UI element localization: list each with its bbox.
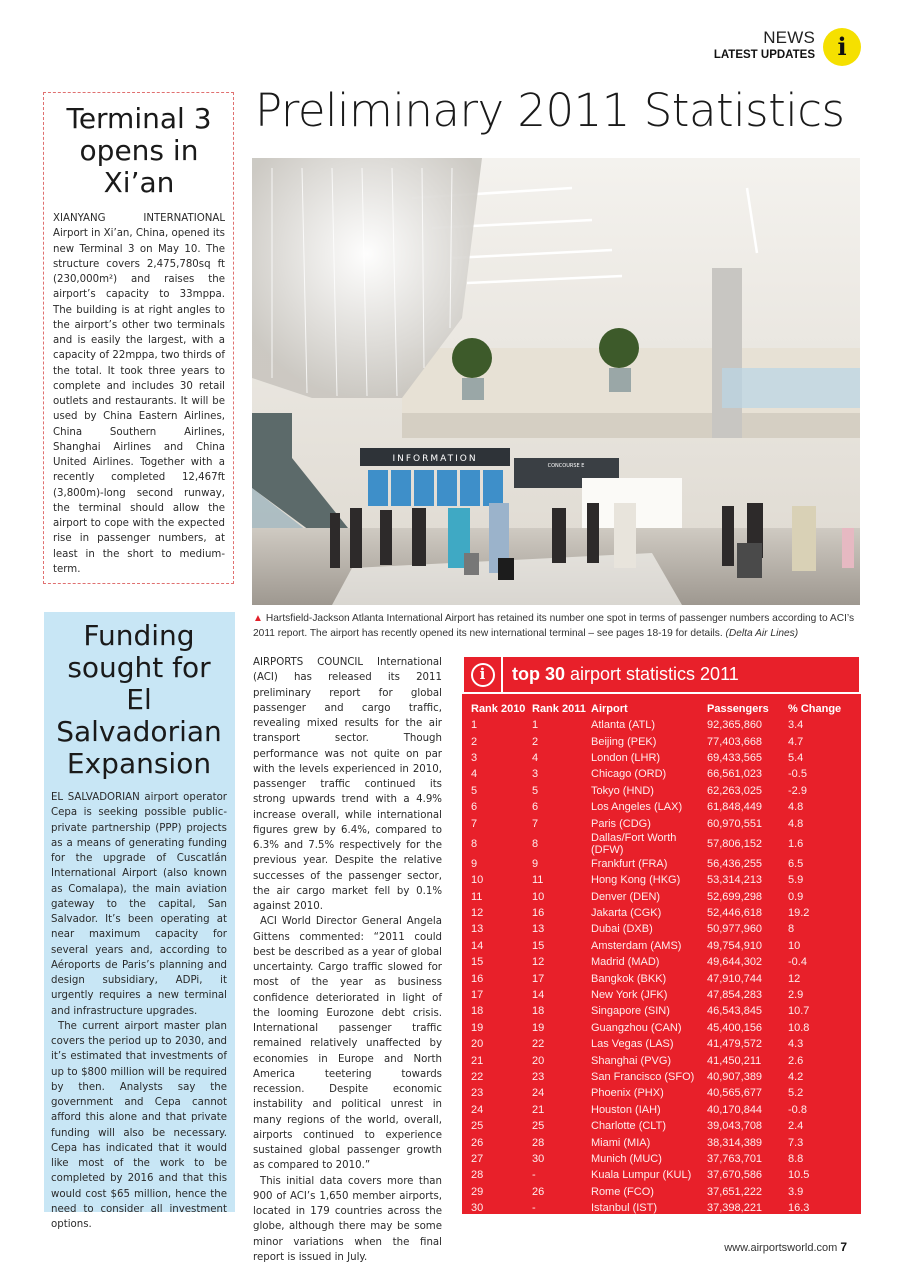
cell-change: 2.4 [788,1120,804,1133]
cell-rank-2010: 9 [471,857,478,870]
cell-rank-2010: 24 [471,1103,484,1116]
cell-rank-2011: 6 [532,801,539,814]
cell-change: 2.9 [788,989,804,1002]
table-row [471,1003,848,1019]
cell-passengers: 62,263,025 [707,784,763,797]
cell-airport: Las Vegas (LAS) [591,1038,674,1051]
cell-change: 1.6 [788,837,804,850]
cell-airport: New York (JFK) [591,989,668,1002]
cell-passengers: 66,561,023 [707,768,763,781]
table-row [471,1069,848,1085]
table-row [471,1102,848,1118]
cell-airport: Dubai (DXB) [591,923,653,936]
cell-change: 10.8 [788,1021,810,1034]
cell-change: 12 [788,972,801,985]
cell-passengers: 38,314,389 [707,1136,763,1149]
cell-change: 8 [788,923,795,936]
cell-airport: Tokyo (HND) [591,784,654,797]
cell-airport: Denver (DEN) [591,890,661,903]
cell-change: 4.8 [788,817,804,830]
cell-change: 10.5 [788,1169,810,1182]
cell-rank-2010: 19 [471,1021,484,1034]
cell-change: 5.9 [788,874,804,887]
cell-rank-2010: 22 [471,1071,484,1083]
table-row [471,1167,848,1183]
table-row [471,766,848,782]
cell-rank-2011: 10 [532,890,545,903]
table-row [471,750,848,766]
table-row [471,872,848,888]
info-icon: i [823,28,861,66]
sidebar-salvador-paragraph: The current airport master plan covers the period up to 2030, and it’s estimated that investments of up to $800 million will be required by then. Analysts say the government and Cepa cannot afford this alone and that private funding will also be necessary. Cepa has indicated that it would like most of the work to be completed by 2016 and that this would cost $65 million, hence the need to consider all investment options. [51,1020,227,1230]
top30-stats-box [462,655,861,1214]
cell-rank-2011: 24 [532,1087,545,1100]
table-row [471,783,848,799]
col-passengers: Passengers [707,703,769,715]
cell-passengers: 41,479,572 [707,1038,763,1051]
col-rank-2010: Rank 2010 [471,703,526,715]
table-row [471,832,848,856]
table-row [471,815,848,831]
cell-change: 4.2 [788,1071,804,1083]
cell-rank-2011: 7 [532,817,539,830]
cell-airport: Rome (FCO) [591,1185,654,1198]
cell-rank-2011: 16 [532,907,545,920]
cell-change: 5.2 [788,1087,804,1100]
subsection-label: LATEST UPDATES [713,49,815,61]
sidebar-xian-story [43,92,234,584]
sidebar-xian-body [53,211,225,577]
cell-airport: Hong Kong (HKG) [591,874,681,887]
cell-change: 10 [788,939,801,952]
cell-passengers: 37,763,701 [707,1152,763,1165]
cell-airport: Singapore (SIN) [591,1005,670,1018]
cell-airport: Beijing (PEK) [591,735,657,748]
caption-text: Hartsfield-Jackson Atlanta International Airport has retained its number one spot in terms of passenger numbers according to ACI’s 2011 report. The airport has recently opened its new international terminal – see pages 18-19 for details. [253,613,855,639]
sidebar-salvador-title: Funding sought for El Salvadorian Expansion [56,619,222,780]
table-row [471,889,848,905]
article-paragraph: AIRPORTS COUNCIL International (ACI) has released its 2011 preliminary report for global passenger and cargo traffic, revealing mixed results for the air transport sector. Though performance was not quite on par with the levels experienced in 2010, passenger traffic continued its strong upwards trend with a 4.9% increase overall, while international figures grew by 6.4%, compared to 6.3% and 7.5% respectively for the previous year. Despite the relative successes of the passenger sector, the air cargo market fell by 0.1% against 2010. [253,657,442,912]
cell-rank-2010: 3 [471,751,478,764]
table-row [471,1118,848,1134]
cell-rank-2011: 20 [532,1054,545,1067]
cell-rank-2010: 25 [471,1120,484,1133]
cell-change: 2.6 [788,1054,804,1067]
stats-title [503,657,739,692]
sidebar-salvador-story [44,612,235,1230]
cell-airport: Jakarta (CGK) [591,907,662,920]
page-title: Preliminary 2011 Statistics [255,84,845,137]
cell-rank-2010: 26 [471,1136,484,1149]
cell-passengers: 52,699,298 [707,890,763,903]
cell-passengers: 37,398,221 [707,1202,763,1215]
cell-passengers: 37,651,222 [707,1185,763,1198]
cell-passengers: 56,436,255 [707,857,763,870]
sidebar-xian-title: Terminal 3 opens in Xi’an [66,102,212,199]
cell-rank-2011: 2 [532,735,539,748]
cell-passengers: 39,043,708 [707,1120,763,1133]
cell-rank-2010: 5 [471,784,478,797]
cell-rank-2010: 14 [471,939,484,952]
cell-rank-2011: 18 [532,1005,545,1018]
svg-text:CONCOURSE E: CONCOURSE E [547,463,585,469]
cell-passengers: 61,848,449 [707,801,763,814]
cell-change: 8.8 [788,1152,804,1165]
cell-airport: Los Angeles (LAX) [591,801,683,814]
cell-rank-2011: 3 [532,768,539,781]
cell-change: 4.8 [788,801,804,814]
cell-rank-2011: - [532,1202,536,1215]
cell-change: 6.5 [788,857,804,870]
cell-rank-2011: 17 [532,972,545,985]
cell-rank-2010: 21 [471,1054,484,1067]
cell-passengers: 46,543,845 [707,1005,763,1018]
col-change: % Change [788,703,842,715]
table-row [471,1052,848,1068]
cell-passengers: 92,365,860 [707,719,763,732]
cell-rank-2010: 10 [471,874,484,887]
cell-airport: Munich (MUC) [591,1152,662,1165]
cell-airport: London (LHR) [591,751,661,764]
cell-passengers: 57,806,152 [707,837,763,850]
triangle-marker-icon: ▲ [253,613,263,624]
cell-airport: Shanghai (PVG) [591,1054,672,1067]
cell-change: 7.3 [788,1136,804,1149]
table-row [471,938,848,954]
cell-airport: Dallas/Fort Worth (DFW) [591,831,677,856]
cell-passengers: 52,446,618 [707,907,763,920]
cell-rank-2011: 4 [532,751,539,764]
cell-rank-2010: 11 [471,890,483,903]
table-row [471,717,848,733]
cell-airport: Houston (IAH) [591,1103,661,1116]
cell-passengers: 49,644,302 [707,956,763,969]
cell-airport: Phoenix (PHX) [591,1087,664,1100]
article-paragraph: ACI World Director General Angela Gittens commented: “2011 could best be described as a year of global uncertainty. Cargo traffic slowed for most of the year as business confidence deteriorated in light of the looming Eurozone debt crisis. International passenger traffic remained relatively unaffected by economies in Europe and North America teetering towards recession. Despite economic instability and political unrest in many regions of the world, overall, airports continued to experience sustained global passenger growth as compared to 2010.” [253,916,442,1172]
cell-rank-2011: 11 [532,874,544,887]
table-row [471,1085,848,1101]
table-row [471,987,848,1003]
cell-rank-2011: 15 [532,939,545,952]
cell-rank-2010: 2 [471,735,478,748]
cell-rank-2010: 8 [471,837,478,850]
table-row [471,1200,848,1216]
photo-caption [253,612,863,641]
table-row [471,1184,848,1200]
cell-passengers: 37,670,586 [707,1169,763,1182]
cell-airport: Chicago (ORD) [591,768,667,781]
table-header-row [471,701,848,717]
col-rank-2011: Rank 2011 [532,703,586,715]
cell-airport: Istanbul (IST) [591,1202,658,1215]
cell-change: -0.5 [788,768,807,781]
cell-change: 0.9 [788,890,804,903]
section-label: NEWS [763,28,815,47]
cell-rank-2010: 17 [471,989,484,1002]
footer-url[interactable]: www.airportsworld.com [724,1242,838,1254]
cell-rank-2011: 22 [532,1038,545,1051]
cell-airport: Guangzhou (CAN) [591,1021,682,1034]
sidebar-xian-paragraph: XIANYANG INTERNATIONAL Airport in Xi’an, China, opened its new Terminal 3 on May 10. The structure covers 2,475,780sq ft (230,000m²) and raises the airport’s capacity to 33mppa. The building is at right angles to the airport’s other two terminals and is easily the largest, with a capacity of 22mppa, two thirds of the total. It took three years to complete and includes 30 retail outlets and restaurants. It will be used by China Eastern Airlines, China Southern Airlines, Shanghai Airlines and China United Airlines. Together with a recently completed 12,467ft (3,800m)-long second runway, the terminal should allow the airport to cope with the expected rise in passenger numbers, at least in the short to medium-term. [53,213,225,575]
sidebar-salvador-body [51,790,227,1232]
cell-rank-2011: 30 [532,1152,545,1165]
article-body [253,655,442,1265]
stats-header [462,655,861,694]
cell-rank-2011: 12 [532,956,545,969]
stats-table [471,701,848,1216]
cell-rank-2011: 28 [532,1136,545,1149]
cell-rank-2010: 27 [471,1152,484,1165]
table-row [471,1151,848,1167]
cell-rank-2010: 6 [471,801,478,814]
cell-rank-2010: 30 [471,1202,484,1215]
cell-rank-2011: 5 [532,784,539,797]
table-row [471,856,848,872]
cell-rank-2010: 28 [471,1169,484,1182]
sidebar-salvador-paragraph: EL SALVADORIAN airport operator Cepa is seeking possible public-private partnership (PPP) projects as a means of generating funding for the upgrade of Cuscatlán International Airport (also known as Comalapa), the main aviation gateway to the capital, San Salvador. It’s been operating at near maximum capacity for several years and, according to Aéroports de Paris’s planning and design subsidiary, ADPi, it urgently requires a new terminal and infrastructure upgrades. [51,792,227,1017]
cell-airport: Miami (MIA) [591,1136,651,1149]
cell-rank-2010: 15 [471,956,484,969]
cell-rank-2010: 12 [471,907,484,920]
col-airport: Airport [591,703,628,715]
cell-passengers: 53,314,213 [707,874,763,887]
cell-change: 10.7 [788,1005,810,1018]
table-row [471,733,848,749]
cell-passengers: 49,754,910 [707,939,763,952]
cell-rank-2011: - [532,1169,536,1182]
cell-rank-2011: 13 [532,923,545,936]
cell-rank-2010: 18 [471,1005,484,1018]
cell-change: -0.8 [788,1103,807,1116]
cell-change: 16.3 [788,1202,810,1215]
cell-rank-2011: 9 [532,857,539,870]
cell-passengers: 77,403,668 [707,735,763,748]
cell-passengers: 47,854,283 [707,989,763,1002]
cell-passengers: 69,433,565 [707,751,763,764]
page-number: 7 [840,1240,847,1254]
cell-rank-2011: 25 [532,1120,545,1133]
table-row [471,1020,848,1036]
cell-passengers: 40,907,389 [707,1071,763,1083]
cell-rank-2011: 21 [532,1103,545,1116]
cell-airport: Charlotte (CLT) [591,1120,666,1133]
photo-credit: (Delta Air Lines) [725,627,799,639]
cell-passengers: 47,910,744 [707,972,763,985]
cell-airport: Frankfurt (FRA) [591,857,668,870]
cell-rank-2011: 19 [532,1021,545,1034]
cell-rank-2011: 14 [532,989,545,1002]
cell-airport: Madrid (MAD) [591,956,660,969]
cell-rank-2010: 13 [471,923,484,936]
svg-text:INFORMATION: INFORMATION [392,454,478,464]
cell-airport: Paris (CDG) [591,817,651,830]
cell-airport: Atlanta (ATL) [591,719,655,732]
cell-airport: San Francisco (SFO) [591,1071,695,1083]
cell-change: 4.7 [788,735,804,748]
cell-change: 5.4 [788,751,804,764]
cell-passengers: 50,977,960 [707,923,763,936]
cell-change: 3.4 [788,719,804,732]
cell-rank-2010: 7 [471,817,478,830]
stats-title-bold: top 30 [512,664,566,684]
cell-rank-2010: 20 [471,1038,484,1051]
cell-change: 4.3 [788,1038,804,1051]
page-footer [724,1240,847,1254]
table-row [471,921,848,937]
cell-rank-2011: 8 [532,837,539,850]
table-row [471,799,848,815]
section-tag [714,28,815,61]
table-row [471,905,848,921]
cell-rank-2010: 16 [471,972,484,985]
info-circle-icon: i [464,657,503,692]
cell-change: 3.9 [788,1185,804,1198]
cell-passengers: 60,970,551 [707,817,763,830]
cell-rank-2011: 26 [532,1185,545,1198]
table-row [471,954,848,970]
cell-passengers: 40,565,677 [707,1087,763,1100]
table-row [471,1134,848,1150]
cell-change: 19.2 [788,907,810,920]
table-row [471,970,848,986]
cell-airport: Bangkok (BKK) [591,972,667,985]
cell-rank-2011: 23 [532,1071,545,1083]
cell-passengers: 45,400,156 [707,1021,763,1034]
cell-rank-2010: 29 [471,1185,484,1198]
stats-title-rest: airport statistics 2011 [570,664,739,684]
cell-change: -0.4 [788,956,807,969]
cell-rank-2010: 23 [471,1087,484,1100]
cell-change: -2.9 [788,784,807,797]
cell-airport: Kuala Lumpur (KUL) [591,1169,692,1182]
cell-passengers: 40,170,844 [707,1103,763,1116]
cell-rank-2010: 4 [471,768,478,781]
main-article [253,655,442,1265]
cell-rank-2010: 1 [471,719,478,732]
cell-passengers: 41,450,211 [707,1054,762,1067]
terminal-photo [252,158,860,605]
table-row [471,1036,848,1052]
article-paragraph: This initial data covers more than 900 of ACI’s 1,650 member airports, located in 179 countries across the globe, although there may be some minor variations when the final report is issued in July. [253,1175,442,1263]
cell-airport: Amsterdam (AMS) [591,939,682,952]
cell-rank-2011: 1 [532,719,539,732]
